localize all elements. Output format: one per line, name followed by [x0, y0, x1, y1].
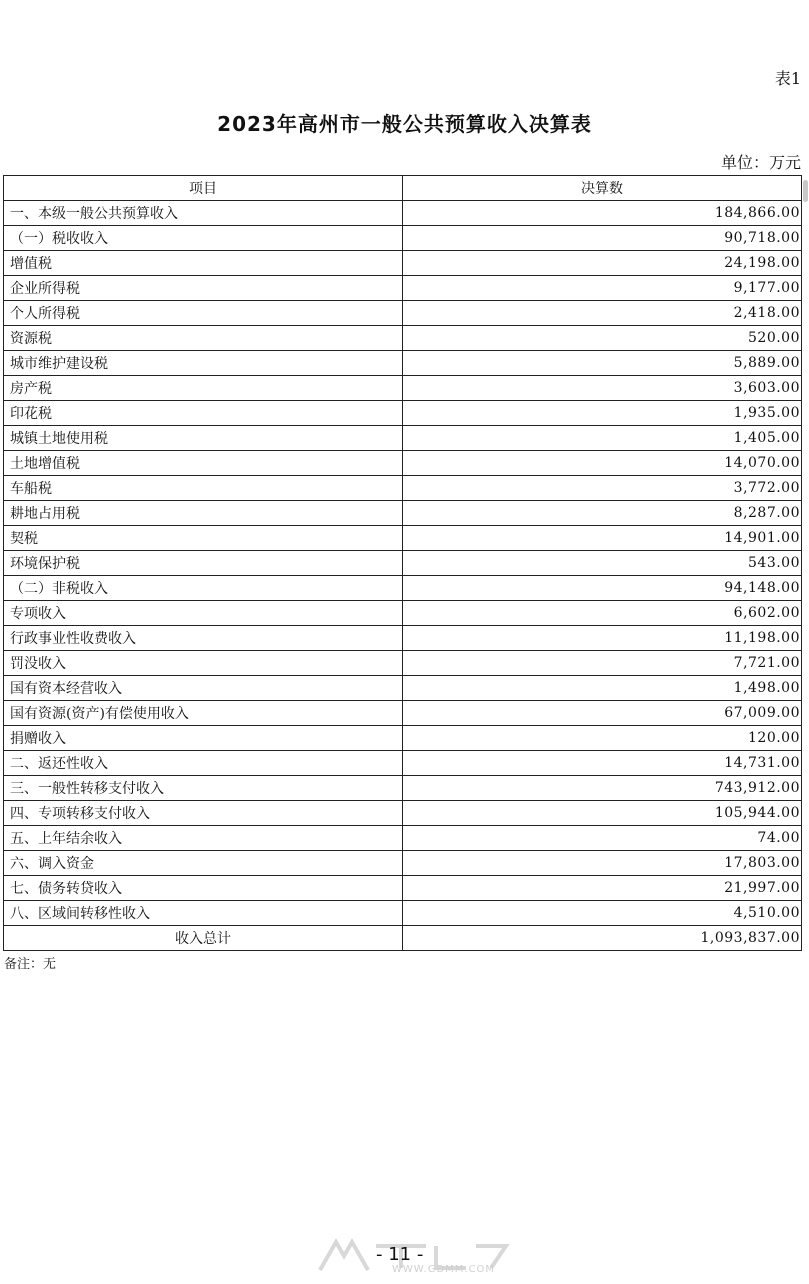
row-item-value: 4,510.00: [403, 901, 802, 926]
scrollbar-thumb[interactable]: [803, 180, 808, 202]
table-row: [4, 776, 802, 801]
footnote: 备注：无: [4, 957, 57, 972]
table-row: [4, 601, 802, 626]
row-item-name: 资源税: [4, 326, 403, 351]
row-item-name: 环境保护税: [4, 551, 403, 576]
row-item-value: 74.00: [403, 826, 802, 851]
row-item-name: 耕地占用税: [4, 501, 403, 526]
table-row: [4, 251, 802, 276]
row-item-value: 5,889.00: [403, 351, 802, 376]
table-row: [4, 351, 802, 376]
table-row: [4, 301, 802, 326]
table-row: [4, 901, 802, 926]
row-item-name: 城市维护建设税: [4, 351, 403, 376]
table-row: [4, 451, 802, 476]
row-item-value: 90,718.00: [403, 226, 802, 251]
row-item-name: （一）税收收入: [4, 226, 403, 251]
row-item-name: 七、债务转贷收入: [4, 876, 403, 901]
page-number: - 11 -: [376, 1244, 424, 1265]
row-item-value: 1,498.00: [403, 676, 802, 701]
row-item-value: 543.00: [403, 551, 802, 576]
table-row: [4, 801, 802, 826]
budget-table: [3, 175, 802, 951]
row-item-name: 国有资本经营收入: [4, 676, 403, 701]
row-item-value: 105,944.00: [403, 801, 802, 826]
row-item-name: 印花税: [4, 401, 403, 426]
row-item-name: 专项收入: [4, 601, 403, 626]
row-item-value: 17,803.00: [403, 851, 802, 876]
table-row: [4, 526, 802, 551]
table-row: [4, 276, 802, 301]
row-item-value: 94,148.00: [403, 576, 802, 601]
row-item-value: 11,198.00: [403, 626, 802, 651]
row-item-name: 四、专项转移支付收入: [4, 801, 403, 826]
watermark-text: WWW.GDMM.COM: [392, 1264, 496, 1275]
total-label: 收入总计: [4, 926, 403, 951]
unit-label: 单位：万元: [720, 153, 801, 172]
row-item-value: 3,603.00: [403, 376, 802, 401]
row-item-value: 9,177.00: [403, 276, 802, 301]
row-item-value: 120.00: [403, 726, 802, 751]
total-row: [4, 926, 802, 951]
row-item-name: 五、上年结余收入: [4, 826, 403, 851]
row-item-value: 67,009.00: [403, 701, 802, 726]
table-row: [4, 826, 802, 851]
row-item-name: 行政事业性收费收入: [4, 626, 403, 651]
row-item-name: 车船税: [4, 476, 403, 501]
row-item-name: 六、调入资金: [4, 851, 403, 876]
row-item-name: 罚没收入: [4, 651, 403, 676]
table-row: [4, 676, 802, 701]
row-item-value: 3,772.00: [403, 476, 802, 501]
row-item-value: 743,912.00: [403, 776, 802, 801]
row-item-value: 14,731.00: [403, 751, 802, 776]
row-item-value: 7,721.00: [403, 651, 802, 676]
table-row: [4, 626, 802, 651]
table-body: [4, 201, 802, 926]
column-header-amount: 决算数: [403, 176, 802, 201]
row-item-value: 8,287.00: [403, 501, 802, 526]
row-item-value: 24,198.00: [403, 251, 802, 276]
table-row: [4, 701, 802, 726]
table-row: [4, 851, 802, 876]
table-row: [4, 376, 802, 401]
row-item-name: 国有资源(资产)有偿使用收入: [4, 701, 403, 726]
row-item-name: 个人所得税: [4, 301, 403, 326]
row-item-name: 土地增值税: [4, 451, 403, 476]
total-value: 1,093,837.00: [403, 926, 802, 951]
row-item-value: 184,866.00: [403, 201, 802, 226]
row-item-value: 1,935.00: [403, 401, 802, 426]
row-item-value: 14,901.00: [403, 526, 802, 551]
table-row: [4, 501, 802, 526]
table-row: [4, 226, 802, 251]
table-header-row: [4, 176, 802, 201]
row-item-name: 捐赠收入: [4, 726, 403, 751]
table-row: [4, 426, 802, 451]
table-row: [4, 201, 802, 226]
row-item-name: 城镇土地使用税: [4, 426, 403, 451]
table-row: [4, 651, 802, 676]
row-item-name: 二、返还性收入: [4, 751, 403, 776]
row-item-value: 1,405.00: [403, 426, 802, 451]
table-row: [4, 876, 802, 901]
table-row: [4, 751, 802, 776]
row-item-name: 企业所得税: [4, 276, 403, 301]
row-item-name: （二）非税收入: [4, 576, 403, 601]
row-item-value: 520.00: [403, 326, 802, 351]
table-row: [4, 576, 802, 601]
table-row: [4, 401, 802, 426]
table-row: [4, 726, 802, 751]
column-header-item: 项目: [4, 176, 403, 201]
page-title: 2023年高州市一般公共预算收入决算表: [217, 112, 592, 136]
table-row: [4, 476, 802, 501]
row-item-value: 14,070.00: [403, 451, 802, 476]
row-item-value: 2,418.00: [403, 301, 802, 326]
row-item-name: 三、一般性转移支付收入: [4, 776, 403, 801]
table-row: [4, 551, 802, 576]
table-row: [4, 326, 802, 351]
row-item-name: 一、本级一般公共预算收入: [4, 201, 403, 226]
row-item-name: 契税: [4, 526, 403, 551]
table-number: 表1: [774, 69, 801, 88]
row-item-name: 增值税: [4, 251, 403, 276]
row-item-value: 21,997.00: [403, 876, 802, 901]
row-item-name: 房产税: [4, 376, 403, 401]
row-item-value: 6,602.00: [403, 601, 802, 626]
row-item-name: 八、区域间转移性收入: [4, 901, 403, 926]
